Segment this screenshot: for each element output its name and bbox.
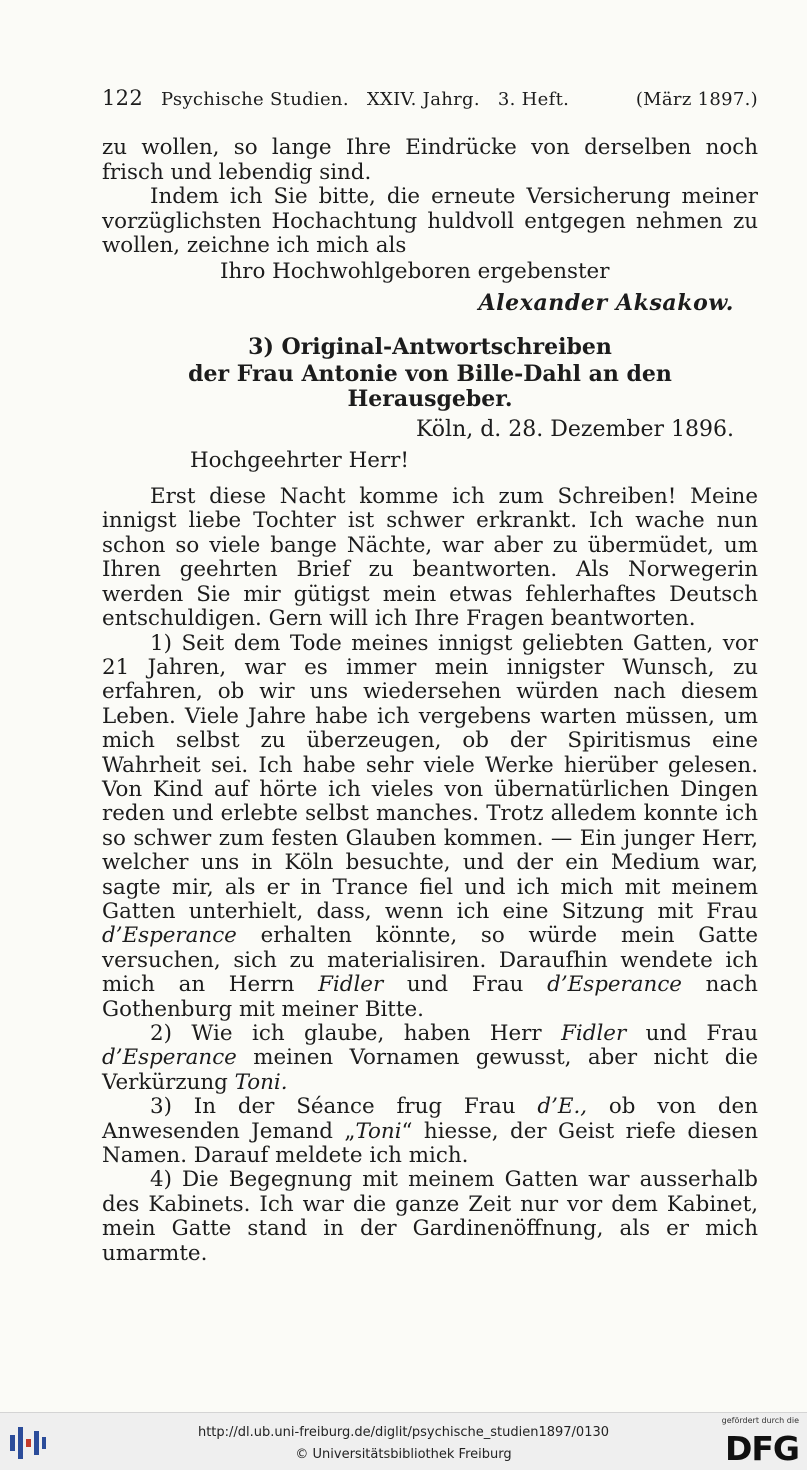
running-head — [102, 86, 758, 112]
paragraph-1-text-a: 1) Seit dem Tode meines innigst geliebten Gatten, vor 21 Jahren, war es immer mein innigster Wunsch, zu erfahren, ob wir uns wiedersehen würden nach diesem Leben. Viele Jahre habe ich vergebens warten müssen, um mich selbst zu überzeugen, ob der Spiritismus eine Wahrheit sei. Ich habe sehr viele Werke hierüber gelesen. Von Kind auf hörte ich vieles von übernatürlichen Dingen reden und erlebte selbst manches. Trotz alledem konnte ich so schwer zum festen Glauben kommen. — Ein junger Herr, welcher uns in Köln besuchte, und der ein Medium war, sagte mir, als er in Trance fiel und ich mich mit meinem Gatten unterhielt, dass, wenn ich eine Sitzung mit Frau — [102, 630, 758, 924]
paragraph-3-text-b: ob von den Anwesenden Jemand „ — [102, 1094, 758, 1144]
paragraph-2-text-c: meinen Vornamen gewusst, aber nicht die Verkürzung — [102, 1045, 758, 1095]
letter-end-line2: Indem ich Sie bitte, die erneute Versicherung meiner vorzüglichsten Hochachtung huldvoll entgegen nehmen zu wollen, zeichne ich mich als — [102, 184, 758, 259]
journal-title: Psychische Studien. — [160, 89, 349, 110]
copyright-notice: © Universitätsbibliothek Freiburg — [295, 1447, 512, 1462]
name-esperance: d’Esperance — [102, 923, 237, 949]
paragraph-3-text-a: 3) In der Séance frug Frau — [150, 1094, 516, 1120]
name-toni: Toni — [355, 1118, 402, 1144]
paragraph-4: 4) Die Begegnung mit meinem Gatten war ausserhalb des Kabinets. Ich war die ganze Zeit nur vor dem Kabinet, mein Gatte stand in der Gardinenöffnung, als er mich umarmte. — [102, 1167, 758, 1266]
paragraph-2 — [102, 1022, 758, 1095]
name-toni: Toni. — [234, 1069, 288, 1095]
paragraph-3-text-c: “ hiesse, der Geist riefe diesen Namen. Darauf meldete ich mich. — [102, 1118, 758, 1169]
paragraph-2-text-a: 2) Wie ich glaube, haben Herr — [150, 1021, 542, 1046]
name-esperance: d’Esperance — [547, 972, 682, 998]
paragraph-3 — [102, 1095, 758, 1168]
paragraph-2-text-b: und Frau — [645, 1021, 758, 1046]
name-esperance: d’Esperance — [102, 1045, 237, 1071]
dfg-logo: DFG — [724, 1429, 799, 1468]
issue: 3. Heft. — [497, 89, 570, 110]
paragraph-1-text-c: und Frau — [406, 972, 524, 998]
paragraph-1-text-b: erhalten könnte, so würde mein Gatte versuchen, sich zu materialisiren. Daraufhin wendete ich mich an Herrn — [102, 923, 758, 998]
place-date: Köln, d. 28. Dezember 1896. — [415, 417, 734, 443]
letter-end-line1: zu wollen, so lange Ihre Eindrücke von derselben noch frisch und lebendig sind. — [102, 135, 758, 185]
issue-date: (März 1897.) — [635, 89, 758, 110]
viewer-footer — [0, 1412, 807, 1470]
section-heading: 3) Original-Antwortschreiben — [248, 334, 612, 361]
page-number: 122 — [102, 86, 143, 110]
permalink-url[interactable]: http://dl.ub.uni-freiburg.de/diglit/psychische_studien1897/0130 — [197, 1425, 610, 1440]
salutation: Hochgeehrter Herr! — [190, 447, 409, 473]
intro-paragraph: Erst diese Nacht komme ich zum Schreiben! Meine innigst liebe Tochter ist schwer erkrankt. Ich wache nun schon so viele bange Nächte, war aber zu übermüdet, um Ihren geehrten Brief zu beantworten. Als Norwegerin werden Sie mir gütigst mein etwas fehlerhaftes Deutsch entschuldigen. Gern will ich Ihre Fragen beantworten. — [102, 484, 758, 632]
name-fidler: Fidler — [561, 1021, 627, 1046]
page-content — [102, 86, 758, 1266]
name-fidler: Fidler — [318, 972, 384, 998]
volume: XXIV. Jahrg. — [366, 89, 480, 110]
signature: Alexander Aksakow. — [478, 289, 734, 316]
paragraph-1-text-d: nach Gothenburg mit meiner Bitte. — [102, 972, 758, 1022]
dfg-funding-note: gefördert durch die — [721, 1416, 799, 1425]
paragraph-1 — [102, 632, 758, 1023]
name-abbrev: d’E., — [537, 1094, 588, 1120]
closing-formula: Ihro Hochwohlgeboren ergebenster — [220, 259, 610, 285]
section-subheading: der Frau Antonie von Bille-Dahl an den Herausgeber. — [188, 361, 672, 413]
